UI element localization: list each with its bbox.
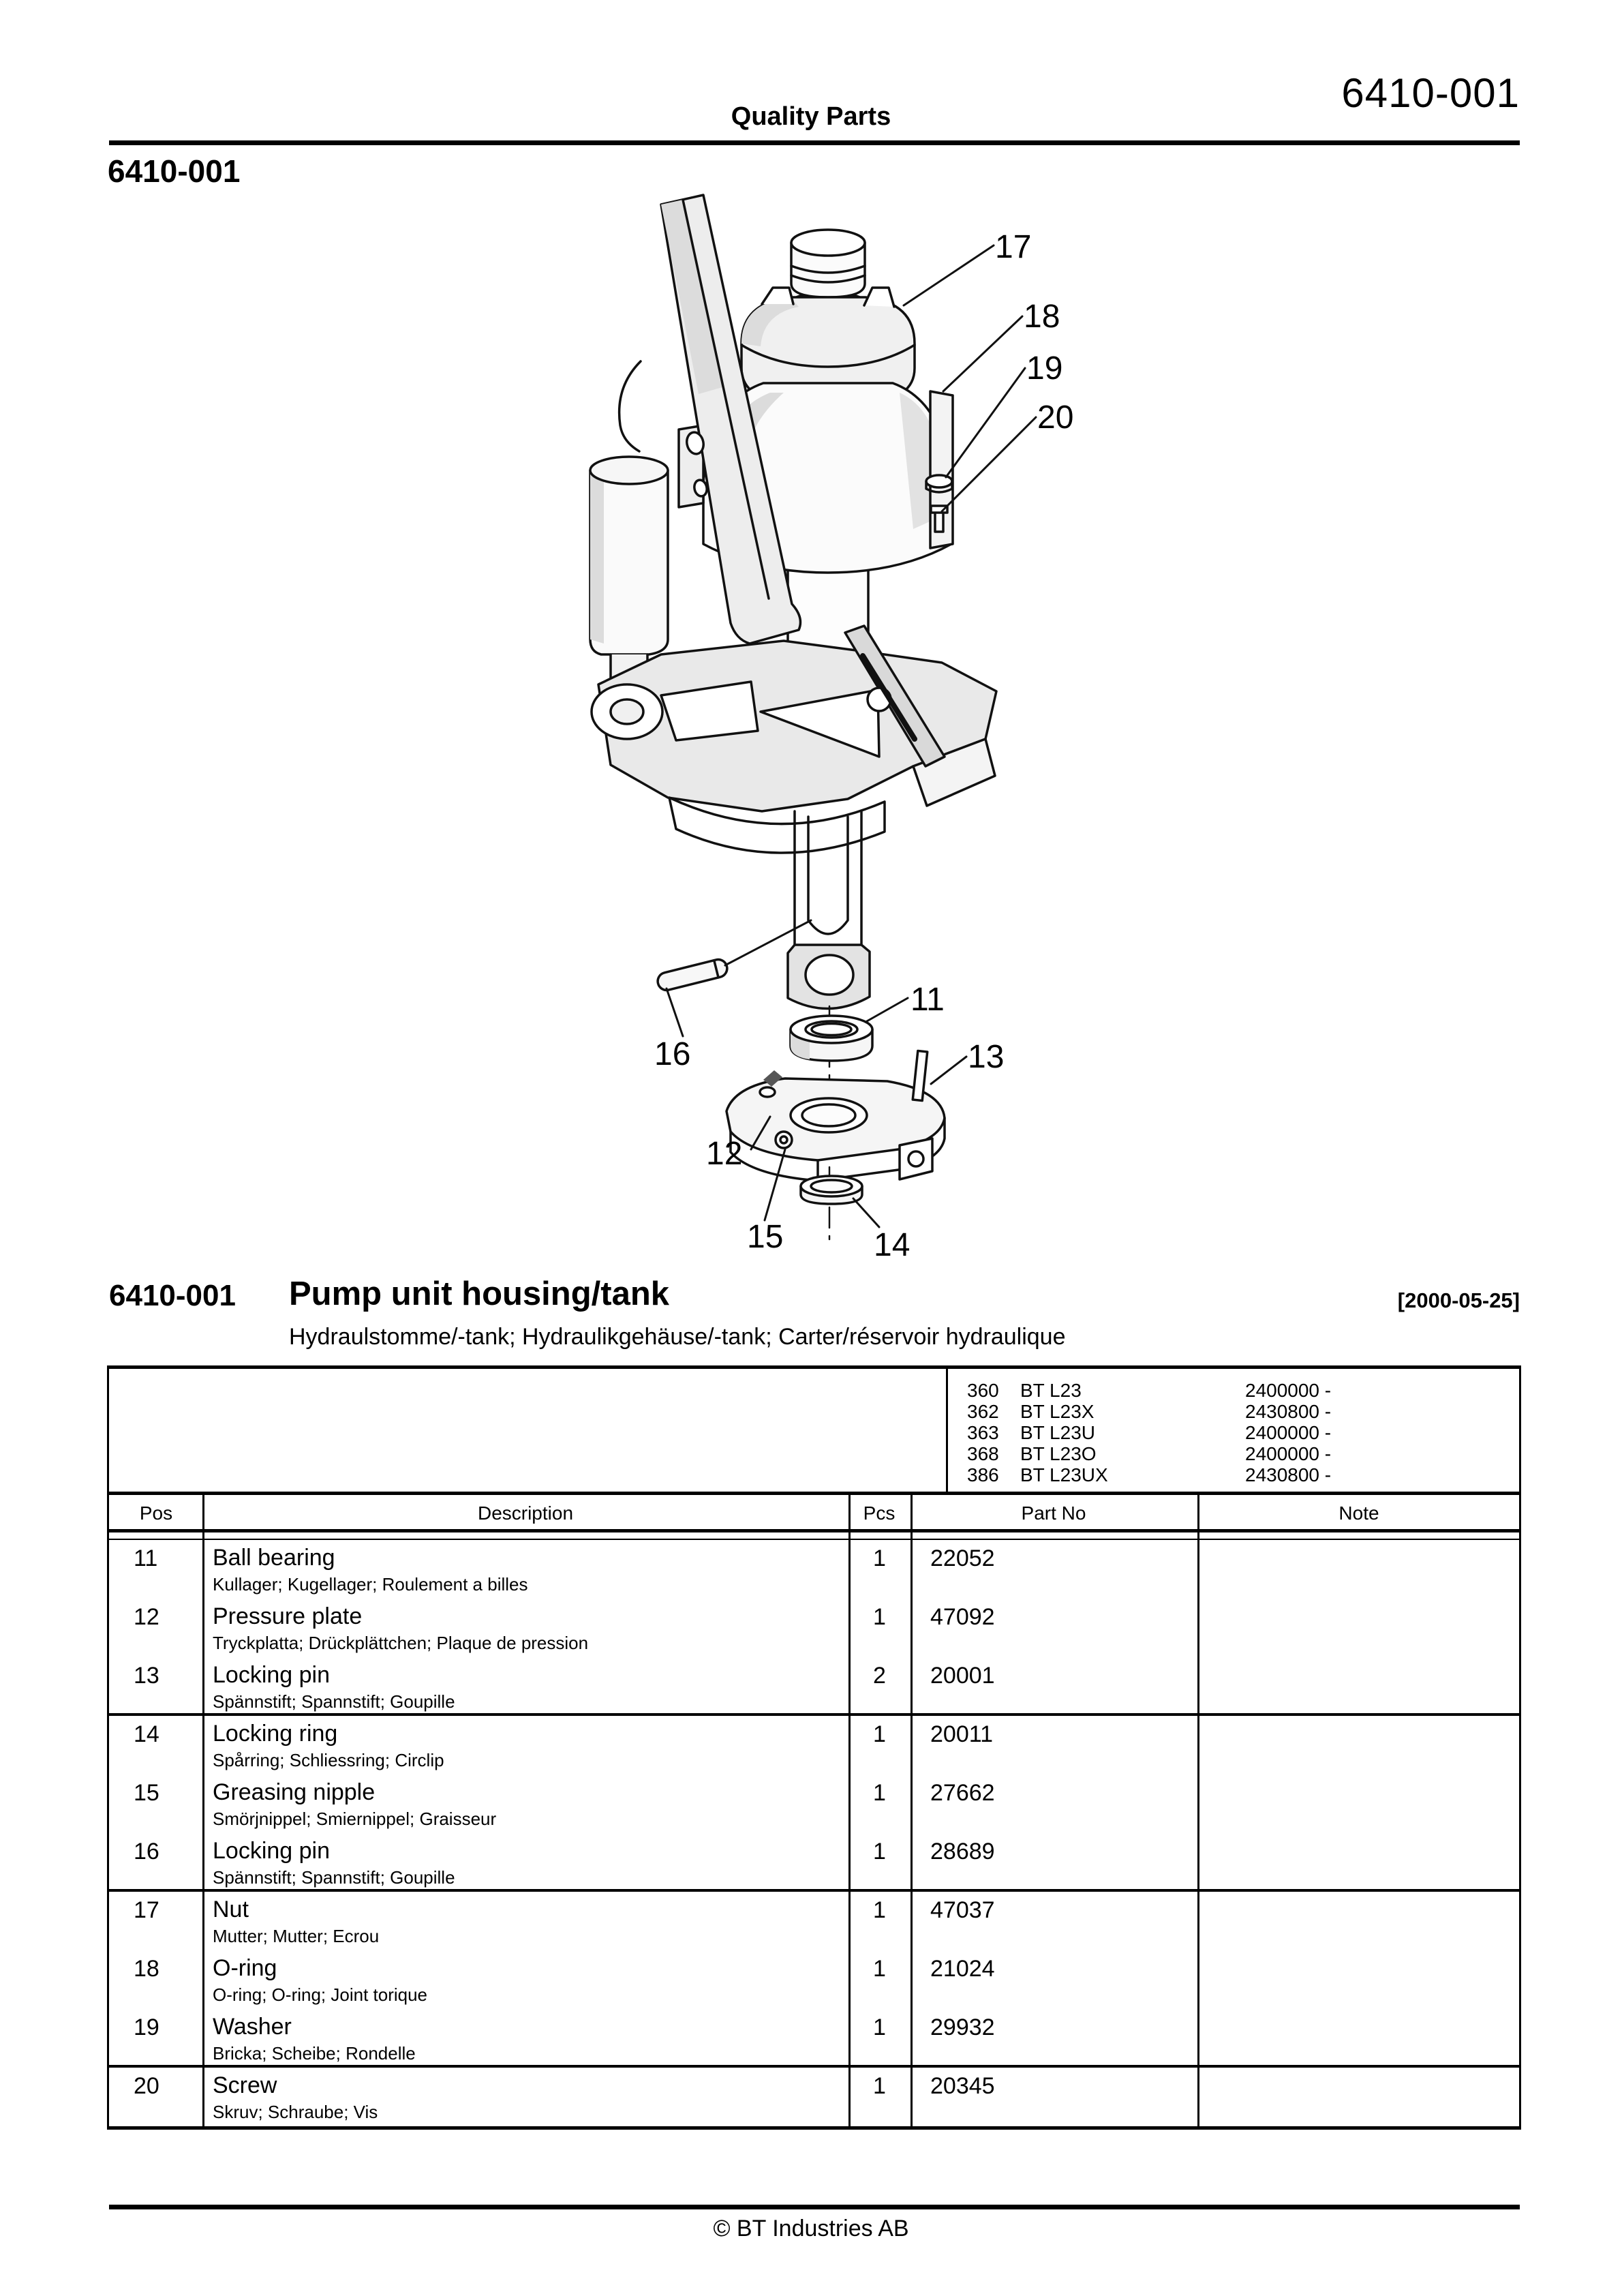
model-line bbox=[948, 1464, 1519, 1485]
row-description bbox=[213, 1897, 379, 1946]
row-part-no: 21024 bbox=[930, 1956, 995, 1982]
clevis-hole bbox=[806, 955, 853, 995]
row-part-no: 22052 bbox=[930, 1545, 995, 1571]
table-row bbox=[109, 1540, 1519, 1599]
callout-16-label: 16 bbox=[654, 1036, 691, 1072]
model-name: BT L23X bbox=[1020, 1401, 1095, 1422]
description-translations: Smörjnippel; Smiernippel; Graisseur bbox=[213, 1809, 497, 1829]
piston-rod-cap bbox=[590, 457, 668, 484]
description-translations: Spännstift; Spannstift; Goupille bbox=[213, 1691, 455, 1712]
section-date: [2000-05-25] bbox=[1397, 1288, 1520, 1312]
row-description bbox=[213, 1839, 455, 1887]
flange-lobe-inner bbox=[611, 699, 643, 724]
row-pos: 11 bbox=[134, 1545, 158, 1571]
row-description bbox=[213, 1663, 455, 1711]
row-pcs: 1 bbox=[873, 2014, 886, 2040]
description-translations: Bricka; Scheibe; Rondelle bbox=[213, 2043, 416, 2064]
model-serial: 2430800 - bbox=[1245, 1464, 1332, 1485]
row-pos: 18 bbox=[134, 1956, 159, 1982]
nut-notch-left bbox=[762, 288, 793, 304]
description-translations: Kullager; Kugellager; Roulement a billes bbox=[213, 1574, 528, 1595]
model-code: 386 bbox=[967, 1464, 999, 1485]
header-description: Description bbox=[477, 1502, 574, 1524]
greasing-nipple-tip bbox=[780, 1136, 787, 1143]
model-serial: 2430800 - bbox=[1245, 1401, 1332, 1422]
description-main: Locking pin bbox=[213, 1662, 331, 1688]
models-cell bbox=[946, 1369, 1519, 1492]
ram-cap-top bbox=[791, 230, 865, 256]
washer-part bbox=[926, 475, 952, 487]
row-part-no: 27662 bbox=[930, 1780, 995, 1806]
model-serial: 2400000 - bbox=[1245, 1422, 1332, 1443]
model-name: BT L23U bbox=[1020, 1422, 1095, 1443]
footer-copyright: © BT Industries AB bbox=[713, 2216, 909, 2241]
header-part-no: Part No bbox=[1021, 1502, 1086, 1524]
plate-bolt-hole bbox=[760, 1087, 775, 1097]
model-name: BT L23O bbox=[1020, 1443, 1097, 1464]
description-main: Nut bbox=[213, 1897, 249, 1922]
model-serial: 2400000 - bbox=[1245, 1443, 1332, 1464]
description-main: Pressure plate bbox=[213, 1603, 363, 1629]
callout-19-label: 19 bbox=[1026, 350, 1063, 387]
row-pcs: 1 bbox=[873, 1721, 886, 1747]
row-description bbox=[213, 1604, 588, 1652]
row-pos: 14 bbox=[134, 1721, 159, 1747]
table-row bbox=[109, 1657, 1519, 1716]
row-part-no: 20011 bbox=[930, 1721, 994, 1747]
row-part-no: 20001 bbox=[930, 1663, 995, 1689]
models-row bbox=[109, 1369, 1519, 1495]
callout-14-label: 14 bbox=[874, 1227, 911, 1263]
section-title: Pump unit housing/tank bbox=[289, 1275, 670, 1312]
description-main: Ball bearing bbox=[213, 1545, 335, 1571]
header-rule bbox=[109, 140, 1520, 145]
row-part-no: 29932 bbox=[930, 2014, 995, 2040]
model-code: 360 bbox=[967, 1380, 999, 1401]
description-translations: Tryckplatta; Drückplättchen; Plaque de pression bbox=[213, 1633, 589, 1653]
description-main: Screw bbox=[213, 2072, 277, 2098]
row-pcs: 1 bbox=[873, 1604, 886, 1630]
description-main: Greasing nipple bbox=[213, 1779, 376, 1805]
model-line bbox=[948, 1422, 1519, 1443]
page-header-title: Quality Parts bbox=[731, 102, 891, 131]
description-translations: Skruv; Schraube; Vis bbox=[213, 2102, 378, 2122]
model-code: 368 bbox=[967, 1443, 999, 1464]
header-pcs: Pcs bbox=[863, 1502, 896, 1524]
row-part-no: 47037 bbox=[930, 1897, 995, 1923]
exploded-view-diagram bbox=[552, 162, 1084, 1280]
row-pos: 12 bbox=[134, 1604, 159, 1630]
row-description bbox=[213, 2014, 416, 2063]
row-pcs: 2 bbox=[873, 1663, 886, 1689]
model-name: BT L23 bbox=[1020, 1380, 1082, 1401]
row-pcs: 1 bbox=[873, 1780, 886, 1806]
description-main: Locking ring bbox=[213, 1721, 338, 1747]
plate-block-hole bbox=[908, 1151, 923, 1166]
parts-table bbox=[107, 1365, 1521, 2130]
model-line bbox=[948, 1380, 1519, 1401]
table-header-row bbox=[109, 1495, 1519, 1532]
header-double-rule-gap bbox=[109, 1532, 1519, 1540]
description-translations: O-ring; O-ring; Joint torique bbox=[213, 1984, 428, 2005]
callout-12-label: 12 bbox=[706, 1136, 743, 1172]
spring-hook-part bbox=[619, 361, 641, 451]
row-part-no: 20345 bbox=[930, 2073, 995, 2099]
model-serial: 2400000 - bbox=[1245, 1380, 1332, 1401]
table-row bbox=[109, 1892, 1519, 1950]
row-description bbox=[213, 1721, 444, 1770]
row-description bbox=[213, 1780, 496, 1828]
row-pos: 17 bbox=[134, 1897, 159, 1923]
row-pcs: 1 bbox=[873, 1897, 886, 1923]
callout-17-label: 17 bbox=[995, 229, 1032, 265]
row-part-no: 28689 bbox=[930, 1839, 995, 1864]
row-pos: 15 bbox=[134, 1780, 159, 1806]
row-pcs: 1 bbox=[873, 1545, 886, 1571]
description-translations: Mutter; Mutter; Ecrou bbox=[213, 1926, 380, 1946]
description-translations: Spännstift; Spannstift; Goupille bbox=[213, 1867, 455, 1888]
doc-number: 6410-001 bbox=[1341, 70, 1520, 116]
row-description bbox=[213, 2073, 378, 2121]
row-pos: 16 bbox=[134, 1839, 159, 1864]
table-row bbox=[109, 1599, 1519, 1657]
locking-pin-16-part bbox=[656, 958, 729, 992]
row-part-no: 47092 bbox=[930, 1604, 995, 1630]
table-body bbox=[109, 1540, 1519, 2126]
section-code: 6410-001 bbox=[109, 1279, 236, 1312]
model-code: 362 bbox=[967, 1401, 999, 1422]
description-main: Washer bbox=[213, 2014, 292, 2040]
nut-notch-right bbox=[864, 288, 894, 307]
description-main: Locking pin bbox=[213, 1838, 331, 1864]
row-pcs: 1 bbox=[873, 1839, 886, 1864]
table-row bbox=[109, 1833, 1519, 1892]
row-pos: 19 bbox=[134, 2014, 159, 2040]
plate-center-bore bbox=[802, 1104, 855, 1126]
row-pos: 13 bbox=[134, 1663, 159, 1689]
table-row bbox=[109, 1950, 1519, 2009]
callout-15-label: 15 bbox=[747, 1219, 784, 1255]
callout-20-label: 20 bbox=[1037, 399, 1074, 436]
locking-ring-bore bbox=[811, 1180, 852, 1192]
row-pcs: 1 bbox=[873, 1956, 886, 1982]
model-line bbox=[948, 1401, 1519, 1422]
header-pos: Pos bbox=[139, 1502, 173, 1524]
description-main: O-ring bbox=[213, 1955, 277, 1981]
model-code: 363 bbox=[967, 1422, 999, 1443]
row-pos: 20 bbox=[134, 2073, 159, 2099]
model-name: BT L23UX bbox=[1020, 1464, 1108, 1485]
row-pcs: 1 bbox=[873, 2073, 886, 2099]
callout-18-label: 18 bbox=[1024, 299, 1060, 335]
callout-11-label: 11 bbox=[911, 982, 945, 1018]
row-description bbox=[213, 1545, 528, 1594]
table-row bbox=[109, 2009, 1519, 2068]
description-translations: Spårring; Schliessring; Circlip bbox=[213, 1750, 444, 1770]
row-description bbox=[213, 1956, 427, 2004]
table-row bbox=[109, 1716, 1519, 1774]
footer-rule bbox=[109, 2205, 1520, 2209]
table-grid bbox=[109, 1495, 1519, 2126]
section-code-top: 6410-001 bbox=[108, 153, 241, 189]
header-note: Note bbox=[1338, 1502, 1379, 1524]
callout-13-label: 13 bbox=[968, 1039, 1005, 1075]
table-row bbox=[109, 1774, 1519, 1833]
table-row bbox=[109, 2068, 1519, 2126]
model-line bbox=[948, 1443, 1519, 1464]
section-subtitle: Hydraulstomme/-tank; Hydraulikgehäuse/-tank; Carter/réservoir hydraulique bbox=[289, 1324, 1066, 1350]
piston-rod-shade bbox=[590, 470, 604, 644]
